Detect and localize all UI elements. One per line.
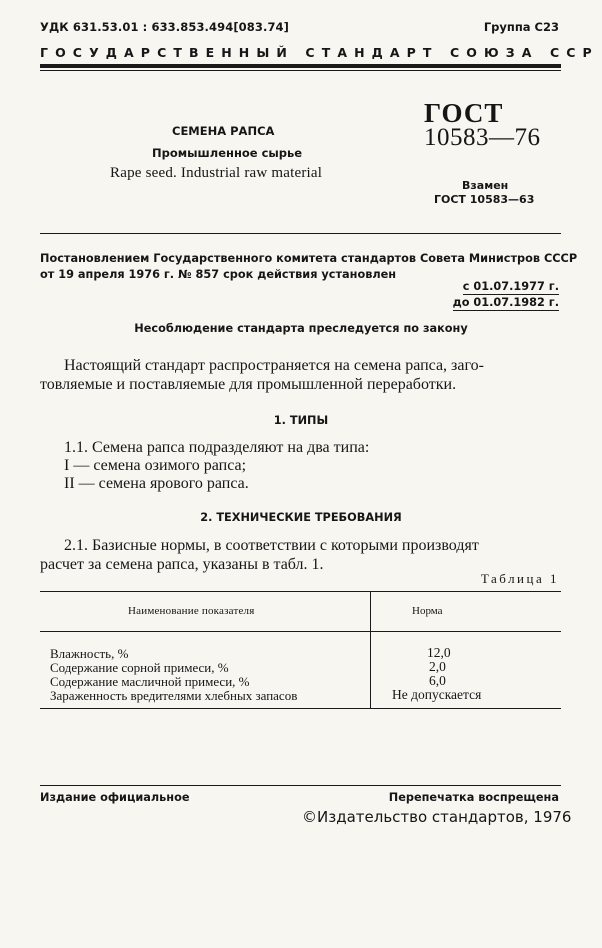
table-row-value: 2,0 bbox=[429, 659, 446, 674]
table-row-name: Содержание сорной примеси, % bbox=[50, 660, 229, 675]
table-row-value: Не допускается bbox=[392, 687, 482, 702]
table-column-divider bbox=[370, 591, 371, 709]
standard-english-title: Rape seed. Industrial raw material bbox=[110, 165, 323, 181]
table-1 bbox=[40, 591, 561, 709]
intro-line-1: Настоящий стандарт распространяется на семена рапса, заго- bbox=[64, 357, 484, 374]
intro-line-2: товляемые и поставляемые для промышленной переработки. bbox=[40, 376, 457, 393]
footer-rule bbox=[40, 785, 561, 786]
table-row-value: 6,0 bbox=[429, 673, 446, 688]
udk-code: УДК 631.53.01 : 633.853.494[083.74] bbox=[40, 20, 290, 34]
table-row-name: Содержание масличной примеси, % bbox=[50, 674, 250, 689]
gost-number: 10583—76 bbox=[424, 124, 541, 151]
table-row-value: 12,0 bbox=[427, 645, 451, 660]
state-standard-banner: ГОСУДАРСТВЕННЫЙ СТАНДАРТ СОЮЗА ССР bbox=[40, 45, 599, 60]
replaces-label: Взамен bbox=[462, 179, 509, 192]
publisher-copyright: ©Издательство стандартов, 1976 bbox=[302, 808, 572, 826]
table-row-name: Влажность, % bbox=[50, 646, 129, 661]
section-2-paragraph-line-1: 2.1. Базисные нормы, в соответствии с которыми производят bbox=[64, 537, 479, 554]
decree-line-1: Постановлением Государственного комитета стандартов Совета Министров СССР bbox=[40, 252, 578, 265]
table-caption: Таблица 1 bbox=[480, 571, 559, 586]
table-header-norm: Норма bbox=[412, 605, 443, 617]
header-rule-thick bbox=[40, 64, 561, 68]
section-2-paragraph-line-2: расчет за семена рапса, указаны в табл. 1. bbox=[40, 556, 324, 573]
table-header-name: Наименование показателя bbox=[128, 605, 255, 617]
section-1-paragraph: 1.1. Семена рапса подразделяют на два типа: bbox=[64, 439, 370, 456]
title-rule bbox=[40, 233, 561, 234]
table-top-rule bbox=[40, 591, 561, 592]
section-2-heading: 2. ТЕХНИЧЕСКИЕ ТРЕБОВАНИЯ bbox=[200, 511, 402, 524]
header-rule-thin bbox=[40, 70, 561, 71]
validity-to: до 01.07.1982 г. bbox=[452, 296, 559, 309]
decree-line-2: от 19 апреля 1976 г. № 857 срок действия установлен bbox=[40, 268, 397, 281]
gost-label: ГОСТ bbox=[424, 98, 504, 128]
legal-warning: Несоблюдение стандарта преследуется по закону bbox=[134, 322, 468, 335]
reprint-notice: Перепечатка воспрещена bbox=[388, 791, 559, 804]
validity-from: с 01.07.1977 г. bbox=[462, 280, 559, 293]
standard-subtitle: Промышленное сырье bbox=[152, 146, 303, 160]
type-1-item: I — семена озимого рапса; bbox=[64, 457, 247, 474]
replaces-standard: ГОСТ 10583—63 bbox=[434, 193, 535, 206]
table-row-name: Зараженность вредителями хлебных запасов bbox=[50, 688, 298, 703]
type-2-item: II — семена ярового рапса. bbox=[64, 475, 249, 492]
official-edition-label: Издание официальное bbox=[40, 791, 190, 804]
section-1-heading: 1. ТИПЫ bbox=[273, 414, 329, 427]
group-code: Группа С23 bbox=[483, 20, 559, 34]
standard-title: СЕМЕНА РАПСА bbox=[172, 124, 275, 138]
table-header-rule bbox=[40, 631, 561, 632]
table-bottom-rule bbox=[40, 708, 561, 709]
